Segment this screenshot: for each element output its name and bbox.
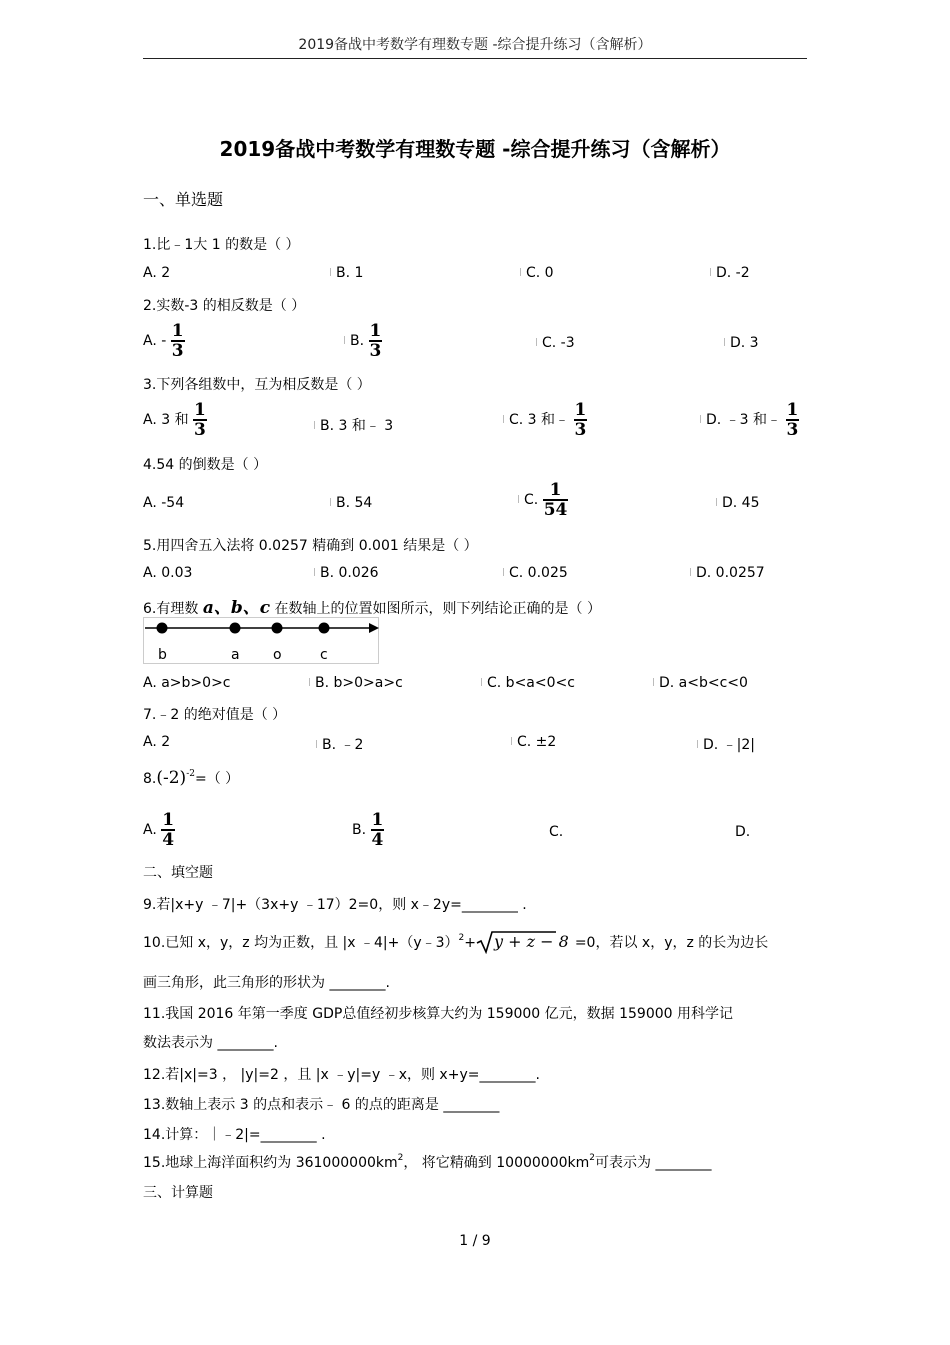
question-3-option-b: B. 3 和﹣ 3 <box>314 415 393 435</box>
variables-abc: a、b、c <box>202 598 271 618</box>
question-10-line-1: 10.已知 x，y，z 均为正数，且 |x ﹣4|+（y﹣3）$^2$+ y + z − 8 =0，若以 x，y，z 的长为边长 <box>143 930 768 954</box>
question-6-stem: 6.有理数 a、b、c 在数轴上的位置如图所示，则下列结论正确的是（ ） <box>143 598 601 618</box>
question-3-option-a: A. 3 和 $\frac{1}{3}$ <box>143 400 206 440</box>
question-3-stem: 3.下列各组数中，互为相反数是（ ） <box>143 377 371 393</box>
question-1-option-c: C. 0 <box>520 265 554 281</box>
question-1-stem: 1.比﹣1大 1 的数是（ ） <box>143 237 300 253</box>
question-4-option-d: D. 45 <box>716 495 760 511</box>
question-8-stem: $8.(-2)^{-2}=$（ ） <box>143 768 240 788</box>
document-title: 2019备战中考数学有理数专题 -综合提升练习（含解析） <box>219 137 731 161</box>
question-11-line-1: 11.我国 2016 年第一季度 GDP总值经初步核算大约为 159000 亿元，数据 159000 用科学记 <box>143 1006 734 1022</box>
section-heading-calculation: 三、计算题 <box>143 1185 213 1201</box>
label-c: c <box>320 647 328 663</box>
fraction-one-third: $\frac{1}{3}$ <box>171 321 184 361</box>
question-13: 13.数轴上表示 3 的点和表示﹣ 6 的点的距离是 ________ <box>143 1097 500 1113</box>
question-2-option-b: B. $\frac{1}{3}$ <box>344 323 382 359</box>
number-line-figure <box>143 617 383 665</box>
question-7-option-c: C. ±2 <box>511 734 556 750</box>
question-6-option-b: B. b>0>a>c <box>309 675 403 691</box>
running-header: 2019备战中考数学有理数专题 -综合提升练习（含解析） <box>298 37 652 53</box>
question-7-option-b: B. ﹣2 <box>316 734 363 754</box>
question-7-stem: 7.﹣2 的绝对值是（ ） <box>143 707 287 723</box>
question-4-option-c: C. $\frac{1}{54}$ <box>518 482 568 518</box>
page-number: 1 / 9 <box>459 1233 491 1249</box>
question-1-option-d: D. -2 <box>710 265 750 281</box>
label-b: b <box>158 647 167 663</box>
question-15: 15.地球上海洋面积约为 $361000000km^2$， 将它精确到 $10000000km^2$可表示为 ________ <box>143 1153 712 1171</box>
section-heading-single-choice: 一、单选题 <box>143 190 224 209</box>
question-8-option-d: D. <box>735 824 751 840</box>
question-1-option-b: B. 1 <box>330 265 363 281</box>
fraction-one-fourth: $\frac{1}{4}$ <box>371 810 384 850</box>
power-expression: $(-2)^{-2}$ <box>156 768 195 788</box>
question-2-option-c: C. -3 <box>536 335 575 351</box>
point-c <box>319 623 330 634</box>
sqrt-radicand: y + z − 8 <box>494 932 569 951</box>
label-o: o <box>273 647 282 663</box>
question-5-option-a: A. 0.03 <box>143 565 193 581</box>
question-6-option-d: D. a<b<c<0 <box>653 675 748 691</box>
question-5-option-b: B. 0.026 <box>314 565 379 581</box>
header-rule <box>143 58 807 59</box>
fraction-one-fourth: $\frac{1}{4}$ <box>162 810 175 850</box>
question-2-option-a: A. - $\frac{1}{3}$ <box>143 321 184 361</box>
question-8-option-c: C. <box>549 824 564 840</box>
question-7-option-a: A. 2 <box>143 734 171 750</box>
question-3-option-c: C. 3 和﹣ $\frac{1}{3}$ <box>503 402 587 438</box>
question-5-stem: 5.用四舍五入法将 0.0257 精确到 0.001 结果是（ ） <box>143 538 478 554</box>
question-12: 12.若|x|=3 ， |y|=2 ，且 |x ﹣y|=y ﹣x，则 x+y=________. <box>143 1067 540 1083</box>
point-a <box>230 623 241 634</box>
question-4-stem: 4.54 的倒数是（ ） <box>143 457 268 473</box>
question-11-line-2: 数法表示为 ________. <box>143 1035 278 1051</box>
point-o <box>272 623 283 634</box>
question-1-option-a: A. 2 <box>143 265 171 281</box>
question-9: 9.若|x+y ﹣7|+（3x+y ﹣17）2=0，则 x﹣2y=________ . <box>143 897 527 913</box>
question-6-option-a: A. a>b>0>c <box>143 675 231 691</box>
question-6-option-c: C. b<a<0<c <box>481 675 575 691</box>
number-line-arrow <box>369 623 379 633</box>
label-a: a <box>231 647 240 663</box>
question-5-option-c: C. 0.025 <box>503 565 568 581</box>
question-10-line-2: 画三角形，此三角形的形状为 ________. <box>143 975 390 991</box>
question-4-option-a: A. -54 <box>143 495 185 511</box>
question-3-option-d: D. ﹣3 和﹣ $\frac{1}{3}$ <box>700 402 799 438</box>
question-4-option-b: B. 54 <box>330 495 372 511</box>
question-14: 14.计算：｜﹣2|=________ . <box>143 1127 326 1143</box>
question-5-option-d: D. 0.0257 <box>690 565 765 581</box>
question-2-stem: 2.实数-3 的相反数是（ ） <box>143 298 306 314</box>
fraction-one-fifty-fourth: $\frac{1}{54}$ <box>543 480 568 520</box>
question-8-option-a: A. $\frac{1}{4}$ <box>143 810 175 850</box>
fraction-one-third: $\frac{1}{3}$ <box>369 321 382 361</box>
figure-border <box>144 618 379 664</box>
section-heading-fill-in: 二、填空题 <box>143 865 213 881</box>
point-b <box>157 623 168 634</box>
question-2-option-d: D. 3 <box>724 335 759 351</box>
question-7-option-d: D. ﹣|2| <box>697 734 755 754</box>
question-8-option-b: B. $\frac{1}{4}$ <box>352 810 384 850</box>
